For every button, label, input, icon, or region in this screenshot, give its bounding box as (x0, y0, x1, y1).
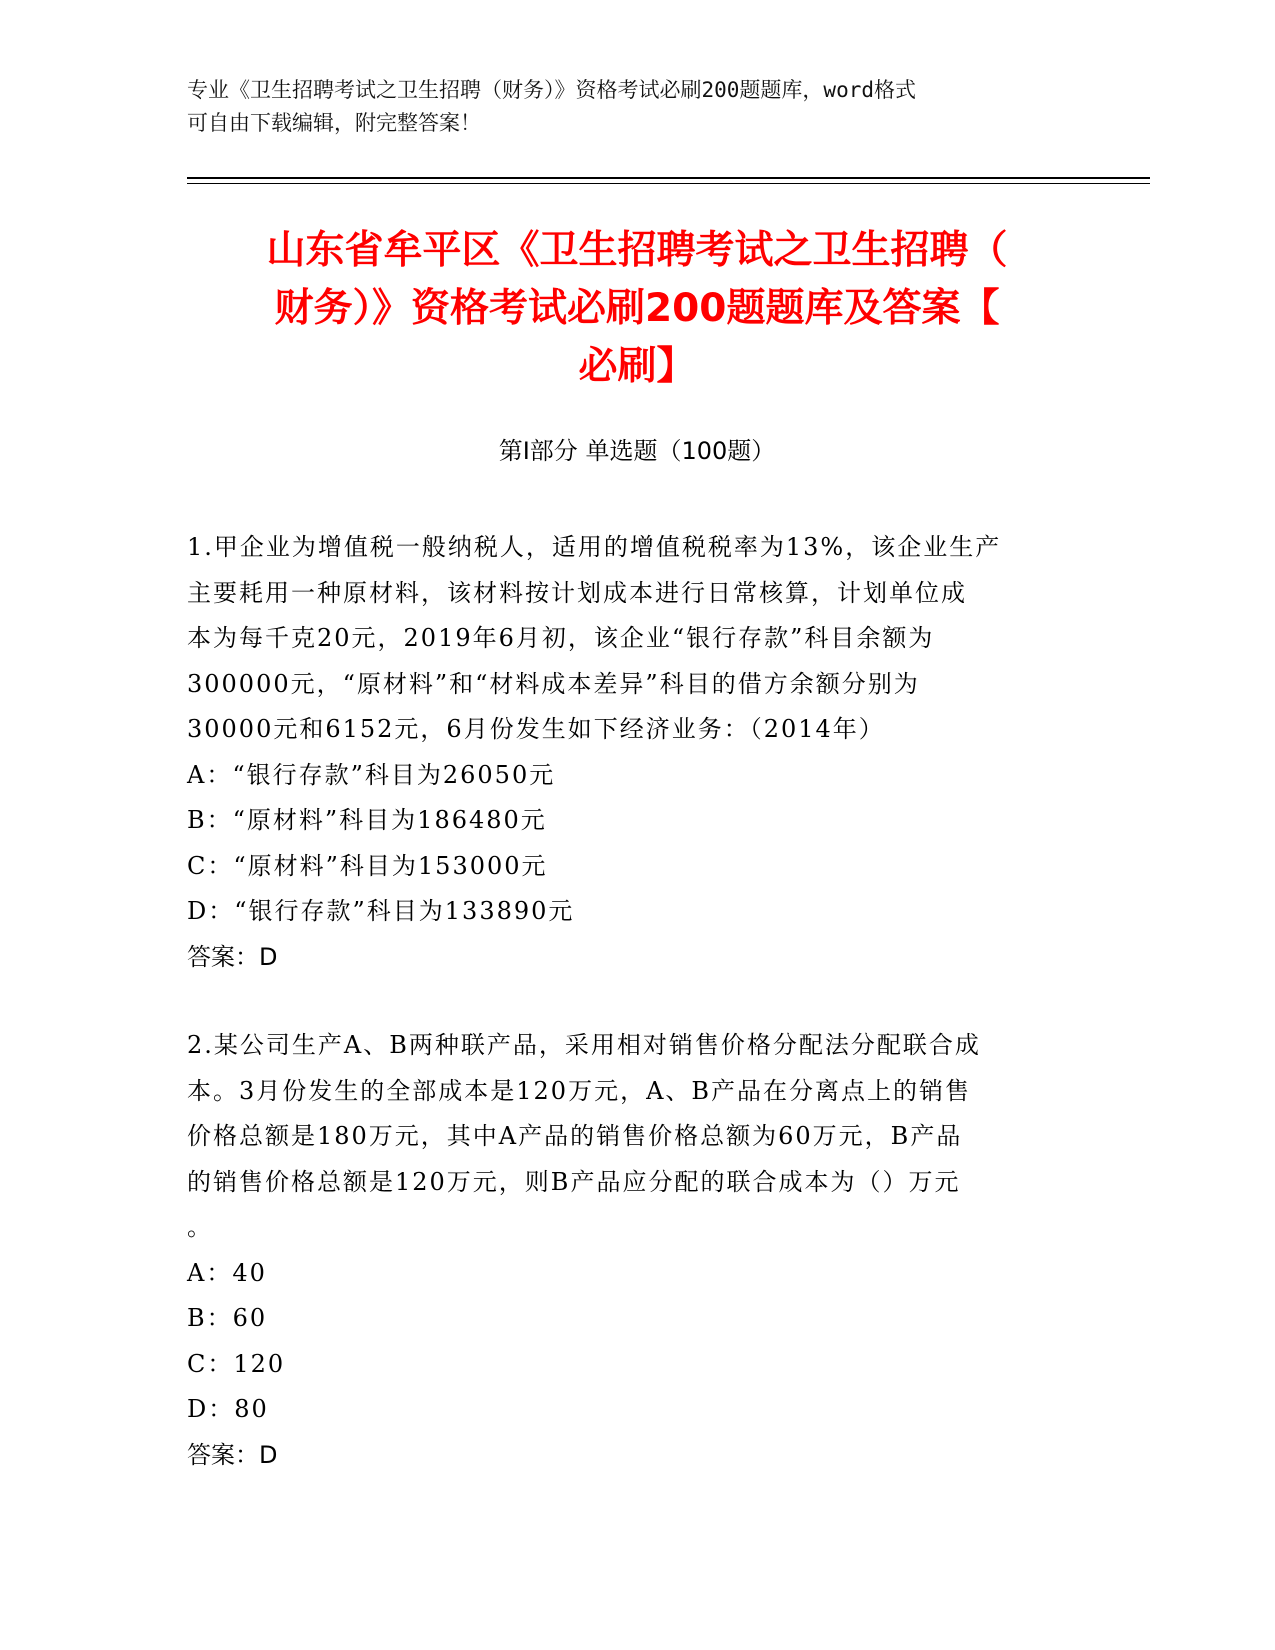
answer: 答案：D (187, 1440, 278, 1469)
question-2 (187, 1023, 1087, 1478)
question-stem-line: 。 (187, 1213, 213, 1241)
question-stem-line: 300000元，“原材料”和“材料成本差异”科目的借方余额分别为 (187, 669, 920, 698)
document-title-line: 必刷】 (578, 344, 696, 389)
option-c: C：“原材料”科目为153000元 (187, 851, 548, 880)
document-title (187, 222, 1087, 396)
question-stem-line: 价格总额是180万元，其中A产品的销售价格总额为60万元，B产品 (187, 1122, 963, 1150)
question-stem-line: 的销售价格总额是120万元，则B产品应分配的联合成本为（）万元 (187, 1167, 961, 1196)
option-c: C：120 (187, 1349, 286, 1378)
question-stem-line: 2.某公司生产A、B两种联产品，采用相对销售价格分配法分配联合成 (187, 1031, 981, 1059)
document-title-line: 财务）》资格考试必刷200题题库及答案【 (274, 286, 1000, 331)
option-d: D：80 (187, 1395, 269, 1423)
question-stem-line: 本为每千克20元，2019年6月初，该企业“银行存款”科目余额为 (187, 624, 935, 652)
answer: 答案：D (187, 942, 278, 971)
document-title-line: 山东省牟平区《卫生招聘考试之卫生招聘（ (266, 228, 1008, 273)
option-b: B：60 (187, 1304, 268, 1332)
question-stem-line: 30000元和6152元，6月份发生如下经济业务：（2014年） (187, 715, 885, 743)
question-1 (187, 525, 1087, 980)
option-b: B：“原材料”科目为186480元 (187, 806, 547, 834)
header-note (187, 74, 1067, 140)
question-stem-line: 主要耗用一种原材料，该材料按计划成本进行日常核算，计划单位成 (187, 578, 967, 607)
header-note-line: 可自由下载编辑，附完整答案！ (187, 111, 481, 135)
option-a: A：“银行存款”科目为26050元 (187, 760, 556, 789)
header-note-line: 专业《卫生招聘考试之卫生招聘（财务）》资格考试必刷200题题库，word格式 (187, 78, 916, 102)
header-divider-thick (187, 177, 1150, 179)
option-a: A：40 (187, 1258, 267, 1287)
section-title: 第Ⅰ部分 单选题（100题） (498, 437, 776, 465)
option-d: D：“银行存款”科目为133890元 (187, 897, 575, 925)
question-stem-line: 1.甲企业为增值税一般纳税人，适用的增值税税率为13%，该企业生产 (187, 533, 1002, 561)
header-divider-thin (187, 183, 1150, 184)
question-stem-line: 本。3月份发生的全部成本是120万元，A、B产品在分离点上的销售 (187, 1076, 972, 1105)
